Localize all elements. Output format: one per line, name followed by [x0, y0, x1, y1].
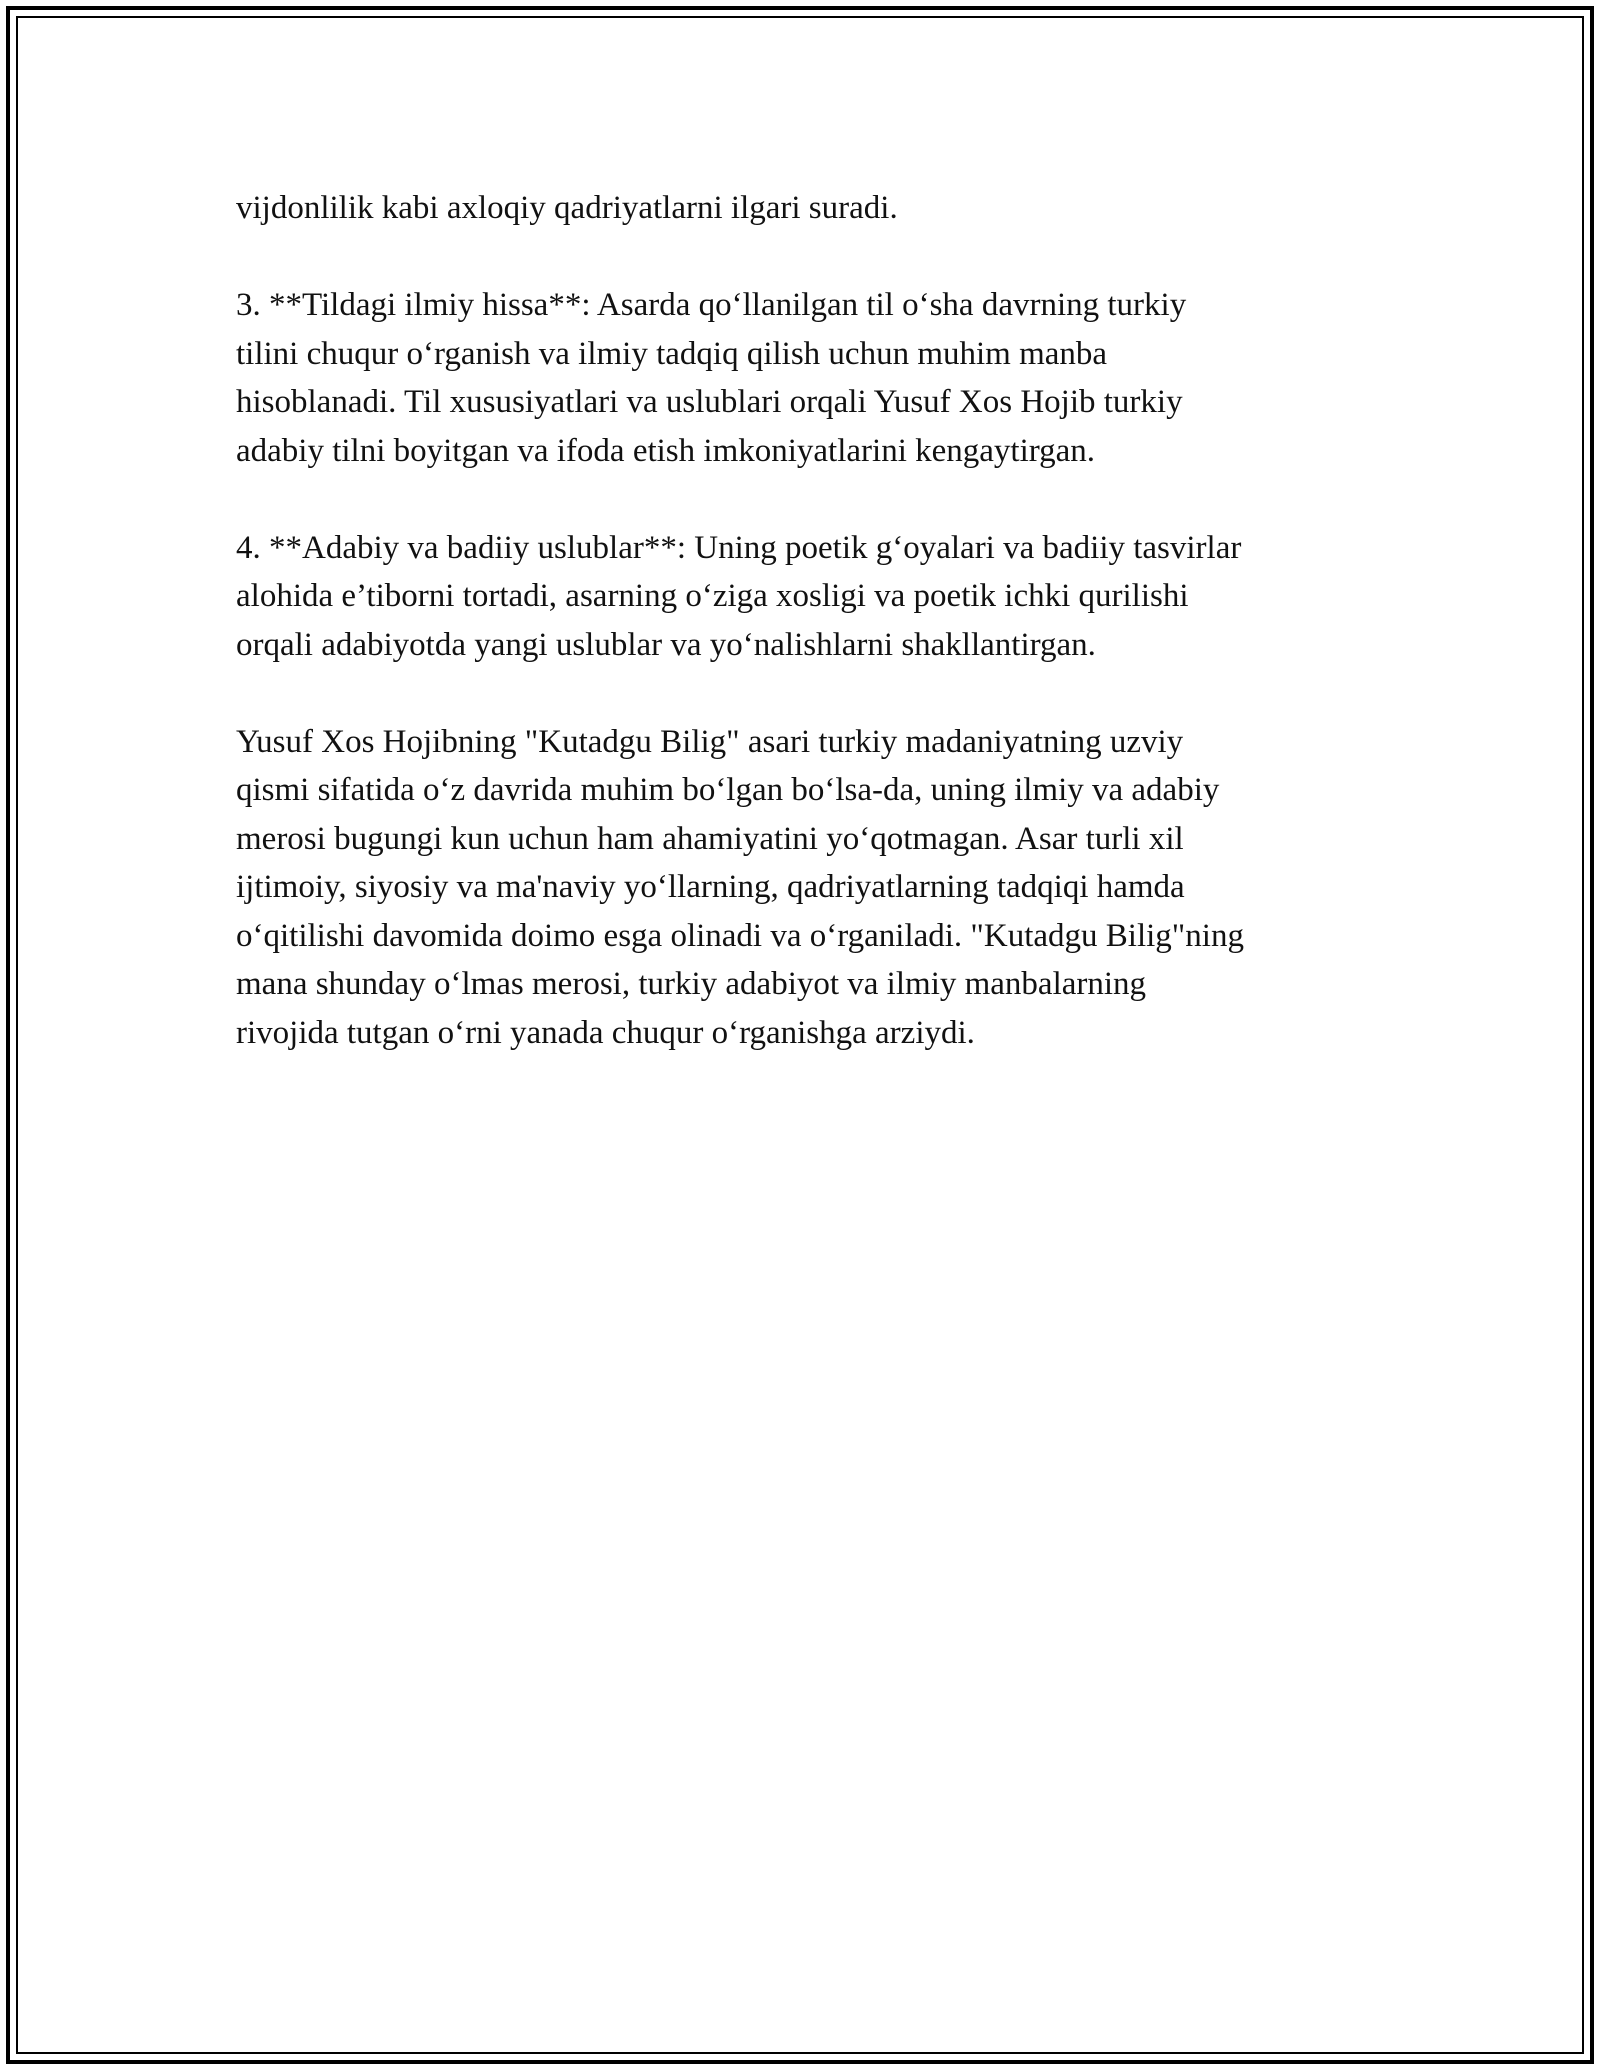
document-body: [236, 184, 1366, 1106]
paragraph-point-3: [236, 281, 1366, 475]
text-line: Yusuf Xos Hojibning "Kutadgu Bilig" asari turkiy madaniyatning uzviy: [236, 723, 1184, 760]
text-line: 3. **Tildagi ilmiy hissa**: Asarda qo‘llanilgan til o‘sha davrning turkiy: [236, 287, 1187, 323]
text-line: tilini chuqur o‘rganish va ilmiy tadqiq qilish uchun muhim manba: [236, 335, 1108, 372]
text-line: rivojida tutgan o‘rni yanada chuqur o‘rganishga arziydi.: [236, 1014, 975, 1051]
paragraph-continuation: [236, 184, 1366, 233]
text-line: alohida e’tiborni tortadi, asarning o‘ziga xosligi va poetik ichki qurilishi: [236, 578, 1189, 614]
text-line: adabiy tilni boyitgan va ifoda etish imkoniyatlarini kengaytirgan.: [236, 432, 1096, 469]
text-line: 4. **Adabiy va badiiy uslublar**: Uning poetik g‘oyalari va badiiy tasvirlar: [236, 529, 1242, 566]
text-line: vijdonlilik kabi axloqiy qadriyatlarni ilgari suradi.: [236, 190, 898, 226]
paragraph-point-4: [236, 524, 1366, 670]
paragraph-conclusion: [236, 718, 1366, 1058]
text-line: mana shunday o‘lmas merosi, turkiy adabiyot va ilmiy manbalarning: [236, 966, 1147, 1002]
text-line: ijtimoiy, siyosiy va ma'naviy yo‘llarning, qadriyatlarning tadqiqi hamda: [236, 869, 1185, 905]
text-line: hisoblanadi. Til xususiyatlari va uslublari orqali Yusuf Xos Hojib turkiy: [236, 384, 1183, 420]
text-line: o‘qitilishi davomida doimo esga olinadi va o‘rganiladi. "Kutadgu Bilig"ning: [236, 917, 1244, 954]
text-line: qismi sifatida o‘z davrida muhim bo‘lgan bo‘lsa-da, uning ilmiy va adabiy: [236, 772, 1220, 808]
text-line: orqali adabiyotda yangi uslublar va yo‘nalishlarni shakllantirgan.: [236, 626, 1096, 663]
text-line: merosi bugungi kun uchun ham ahamiyatini yo‘qotmagan. Asar turli xil: [236, 820, 1184, 857]
